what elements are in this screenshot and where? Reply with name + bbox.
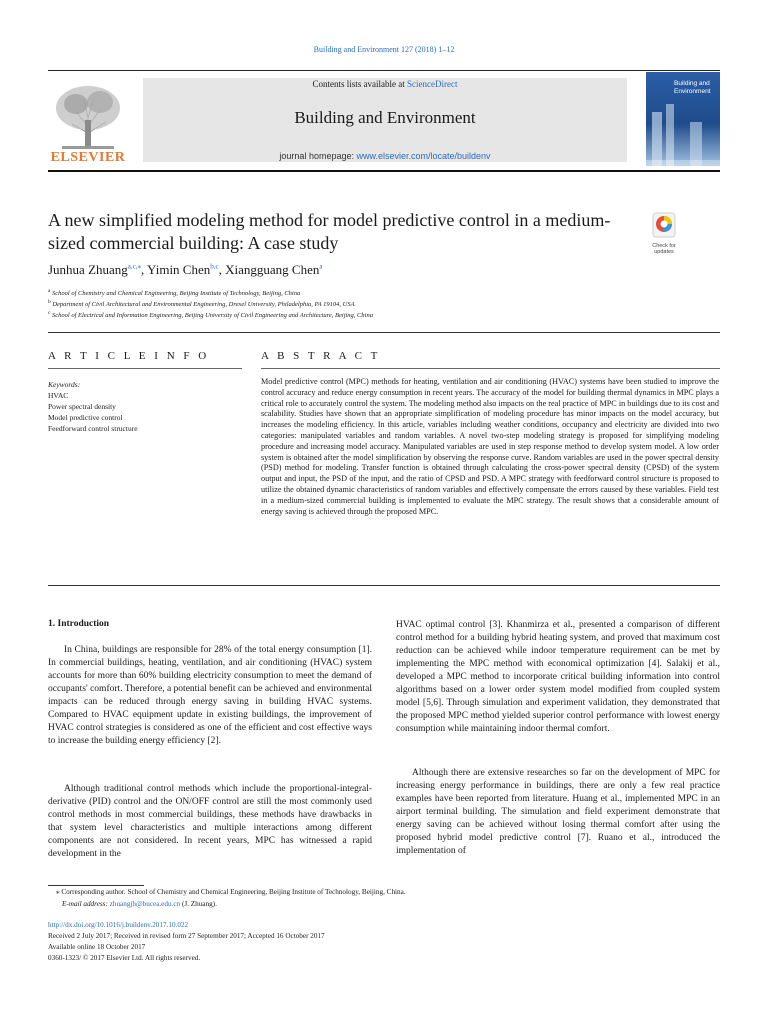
copyright-line: 0360-1323/ © 2017 Elsevier Ltd. All rights reserved.	[48, 954, 201, 962]
keywords-label: Keywords:	[48, 380, 81, 389]
section-heading-introduction: 1. Introduction	[48, 619, 110, 629]
affiliation-text: School of Chemistry and Chemical Engineering, Beijing Institute of Technology, Beijing, China	[52, 290, 301, 298]
author-sup[interactable]: a	[319, 262, 323, 271]
journal-cover-image[interactable]	[646, 72, 720, 166]
email-label: E-mail address:	[62, 900, 110, 908]
author-name[interactable]: Xiangguang Chen	[225, 262, 320, 277]
journal-name: Building and Environment	[294, 108, 476, 127]
affiliation-sup: b	[48, 299, 51, 305]
affiliation-text: Department of Civil Architectural and Environmental Engineering, Drexel University, Philadelphia, PA 19104, USA	[52, 301, 355, 309]
article-info-rule	[48, 368, 242, 369]
author-name[interactable]: Yimin Chen	[147, 262, 211, 277]
footnote-rule	[48, 885, 144, 886]
journal-citation-link[interactable]: Building and Environment 127 (2018) 1–12	[313, 45, 455, 54]
body-paragraph: HVAC optimal control [3]. Khanmirza et al., presented a comparison of different control method for a building hybrid heating system, and proved that maximum cost reduction can be achieved while indoor temperature requirement can be met by implementing the MPC method with economical optimization [4]. Salakij et al., developed a MPC method to incorporate critical building information into control algorithms based on a lower order system model modified from coupled system model [5,6]. Through simulation and experiment validation, they demonstrated that the proposed MPC method yielded superior control performance with lowest energy consumption while maintaining indoor thermal comfort.	[396, 620, 720, 734]
affiliation	[48, 288, 300, 297]
received-dates: Received 2 July 2017; Received in revised form 27 September 2017; Accepted 16 October 2017	[48, 932, 325, 940]
author-name[interactable]: Junhua Zhuang	[48, 262, 128, 277]
sciencedirect-link[interactable]: ScienceDirect	[407, 79, 458, 89]
journal-homepage-line	[143, 151, 627, 161]
keyword-item: Power spectral density	[48, 402, 116, 411]
author-list: Junhua Zhuang$^{a,c,⁎}$, Yimin Chen$^{b,c}$, Xiangguang Chen$^a$	[48, 262, 323, 277]
affiliation-sup: c	[48, 310, 51, 316]
corresponding-author-note: ⁎ Corresponding author. School of Chemistry and Chemical Engineering, Beijing Institute of Technology, Beijing, China.	[56, 888, 406, 896]
affiliation-text: School of Electrical and Information Engineering, Beijing University of Civil Engineering and Architecture, Beijing, China	[52, 312, 373, 320]
header-thick-rule	[48, 170, 720, 172]
keyword-item: HVAC	[48, 391, 69, 400]
author-sup[interactable]: b,c	[210, 262, 219, 271]
crossmark-label: Check for updates	[652, 243, 676, 255]
crossmark-icon	[646, 212, 682, 238]
journal-homepage-link[interactable]: www.elsevier.com/locate/buildenv	[356, 151, 491, 161]
email-line	[62, 899, 217, 910]
email-suffix: (J. Zhuang).	[180, 900, 217, 908]
author-sup[interactable]: a,c,⁎	[127, 262, 142, 271]
affiliation	[48, 299, 355, 308]
abstract-rule	[261, 368, 720, 369]
homepage-prefix: journal homepage:	[279, 151, 357, 161]
body-paragraph: In China, buildings are responsible for 28% of the total energy consumption [1]. In commercial buildings, heating, ventilation, and air conditioning (HVAC) system accounts for more than 60% building electricity consumption to meet the demand of occupants' comfort. Therefore, a potential benefit can be achieved and environmental impacts can be reduced through energy saving in building HVAC systems. Compared to HVAC equipment update in existing buildings, the improvement of HVAC control strategies is considered as one of the efficient and cost effective ways to increase the building energy efficiency [2].	[48, 645, 372, 746]
body-paragraph: Although traditional control methods which include the proportional-integral-derivative (PID) control and the ON/OFF control are still the most commonly used control methods in most commercial buildings, these methods have drawbacks in that system level characteristics and multiple interactions among different components are not considered. In recent years, MPC has witnessed a rapid development in the	[48, 784, 372, 859]
cover-building-graphic	[646, 102, 720, 166]
contents-prefix: Contents lists available at	[312, 79, 407, 89]
contents-line	[143, 79, 627, 89]
article-title: A new simplified modeling method for model predictive control in a medium-sized commercial building: A case study	[48, 210, 611, 253]
affiliation-sup: a	[48, 288, 51, 294]
section-divider	[48, 332, 720, 333]
elsevier-wordmark: ELSEVIER	[50, 150, 126, 165]
cover-title: Building and Environment	[674, 80, 711, 95]
email-link[interactable]: zhuangjh@bucea.edu.cn	[109, 900, 181, 908]
available-online: Available online 18 October 2017	[48, 943, 146, 951]
header-rule	[48, 70, 720, 71]
affiliation	[48, 310, 373, 319]
section-divider	[48, 585, 720, 586]
abstract-heading: A B S T R A C T	[261, 350, 381, 362]
keyword-item: Feedforward control structure	[48, 424, 138, 433]
keyword-item: Model predictive control	[48, 413, 123, 422]
check-for-updates-badge[interactable]	[646, 212, 682, 255]
abstract-text: Model predictive control (MPC) methods for heating, ventilation and air conditioning (HVAC) systems have been studied to improve the control accuracy and reduce energy consumption in recent years. The accuracy of the model for building thermal dynamics in MPC plays a critical role to accurately control the system. The modeling method also impacts on the real practice of MPC in buildings due to its cost and scalability. Studies have shown that an appropriate simplification of modeling procedure has minor impacts on the model accuracy, but increases the modeling efficiency. In this article, variables including weather conditions, occupancy and electricity are divided into two categories: manipulated variables and random variables. A novel two-step modeling strategy is proposed for simplifying modeling procedure and increasing model accuracy. Manipulated variables are used in step response method to develop system model. A low order system is obtained after the model simplification by observing the response curve. Random variables are used in the power spectral density (PSD) method for modeling. Transfer function is obtained through calculating the cross-power spectral density (CPSD) of the system output and input, the PSD of the input, and the ratio of CPSD and PSD. A MPC strategy with feedforward control structure is proposed to utilize the obtained dynamic characteristics of random variables and effectively compensate the errors caused by these variables. Field test in a medium-sized commercial building is implemented to evaluate the MPC strategy. The result shows that a considerable amount of energy saving is achieved through the proposed MPC.	[261, 377, 719, 516]
doi-link[interactable]: http://dx.doi.org/10.1016/j.buildenv.2017.10.022	[48, 921, 189, 929]
body-paragraph: Although there are extensive researches so far on the development of MPC for increasing energy performance in buildings, there are only a few real practice examples have been reported from literature. Huang et al., implemented MPC in an airport terminal building. The simulation and field experiment demonstrate that energy saving can be achieved without losing thermal comfort after using the proposed hybrid model predictive control [7]. Ruano et al., introduced the implementation of	[396, 768, 720, 856]
article-info-heading: A R T I C L E I N F O	[48, 350, 210, 362]
